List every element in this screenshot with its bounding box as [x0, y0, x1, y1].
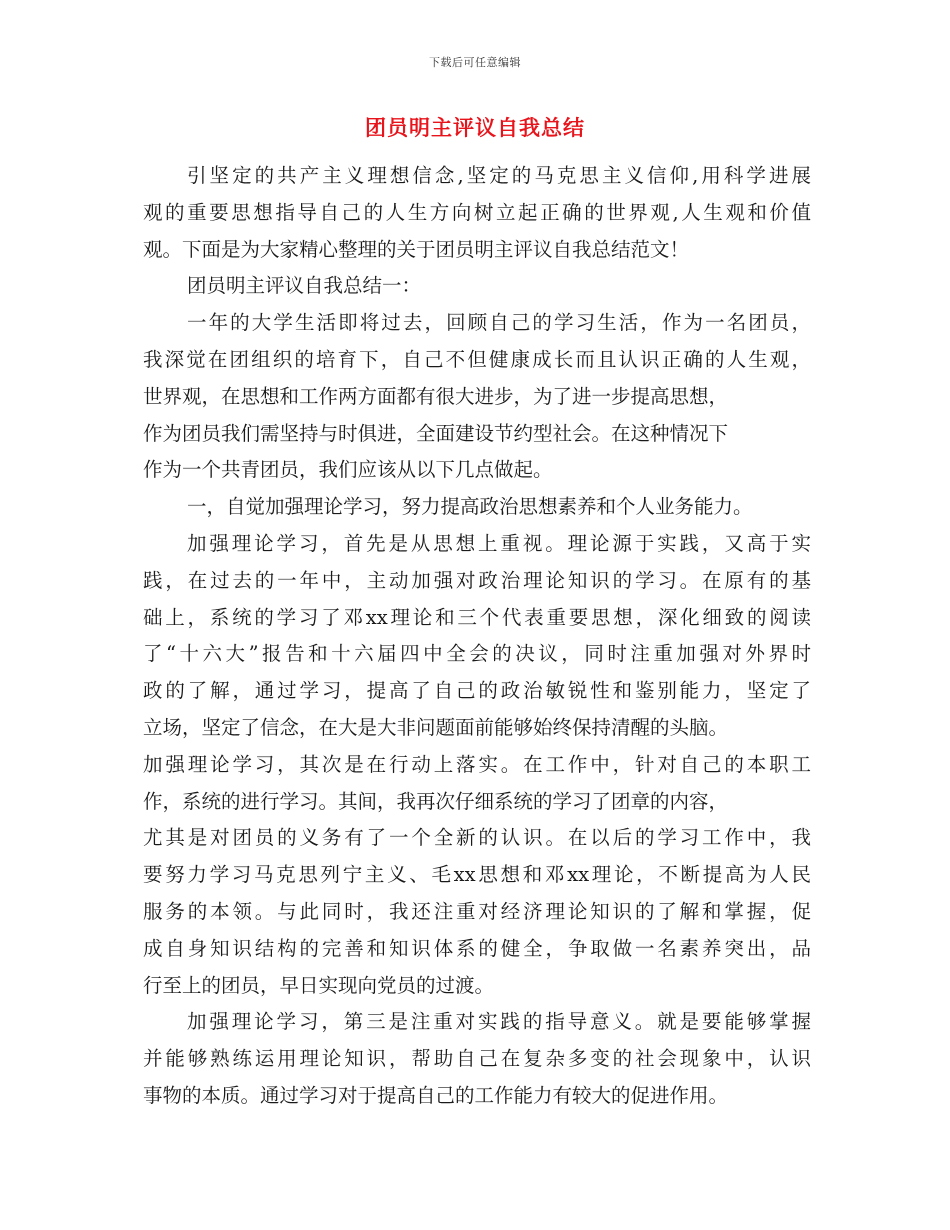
text-line: 加强理论学习，其次是在行动上落实。在工作中，针对自己的本职工	[143, 752, 811, 776]
page-header-note: 下载后可任意编辑	[429, 56, 521, 69]
text-line: 尤其是对团员的义务有了一个全新的认识。在以后的学习工作中，我	[143, 826, 811, 850]
text-line: 加强理论学习，首先是从思想上重视。理论源于实践，又高于实	[187, 531, 811, 555]
text-line: 作为一个共青团员，我们应该从以下几点做起。	[143, 458, 553, 482]
document-body	[143, 158, 811, 1115]
text-line: 服务的本领。与此同时，我还注重对经济理论知识的了解和掌握，促	[143, 899, 811, 923]
text-line: 立场，坚定了信念，在大是大非问题面前能够始终保持清醒的头脑。	[143, 715, 729, 739]
text-line: 我深觉在团组织的培育下，自己不但健康成长而且认识正确的人生观，	[143, 347, 811, 371]
text-line: 作为团员我们需坚持与时俱进，全面建设节约型社会。在这种情况下	[143, 421, 729, 445]
text-line: 础上，系统的学习了邓xx理论和三个代表重要思想，深化细致的阅读	[143, 605, 811, 629]
text-line: 并能够熟练运用理论知识，帮助自己在复杂多变的社会现象中，认识	[143, 1047, 811, 1071]
text-line: 观。下面是为大家精心整理的关于团员明主评议自我总结范文！	[143, 237, 690, 261]
text-line: 一年的大学生活即将过去，回顾自己的学习生活，作为一名团员，	[187, 311, 811, 335]
text-line: 引坚定的共产主义理想信念,坚定的马克思主义信仰,用科学进展	[187, 164, 811, 187]
text-line: 世界观，在思想和工作两方面都有很大进步，为了进一步提高思想，	[143, 384, 729, 408]
section-heading: 团员明主评议自我总结一：	[187, 274, 422, 298]
text-line: 了“十六大”报告和十六届四中全会的决议，同时注重加强对外界时	[143, 642, 811, 666]
text-line: 践，在过去的一年中，主动加强对政治理论知识的学习。在原有的基	[143, 568, 811, 592]
text-line: 政的了解，通过学习，提高了自己的政治敏锐性和鉴别能力，坚定了	[143, 679, 811, 703]
text-line: 作，系统的进行学习。其间，我再次仔细系统的学习了团章的内容，	[143, 789, 729, 813]
text-line: 成自身知识结构的完善和知识体系的健全，争取做一名素养突出，品	[143, 936, 811, 960]
text-line: 行至上的团员，早日实现向党员的过渡。	[143, 973, 495, 997]
subsection-heading: 一，自觉加强理论学习，努力提高政治思想素养和个人业务能力。	[187, 495, 753, 519]
text-line: 加强理论学习，第三是注重对实践的指导意义。就是要能够掌握	[187, 1010, 811, 1034]
text-line: 观的重要思想指导自己的人生方向树立起正确的世界观,人生观和价值	[143, 200, 811, 224]
text-line: 事物的本质。通过学习对于提高自己的工作能力有较大的促进作用。	[143, 1083, 729, 1107]
document-title: 团员明主评议自我总结	[365, 115, 585, 140]
text-line: 要努力学习马克思列宁主义、毛xx思想和邓xx理论，不断提高为人民	[143, 863, 811, 887]
